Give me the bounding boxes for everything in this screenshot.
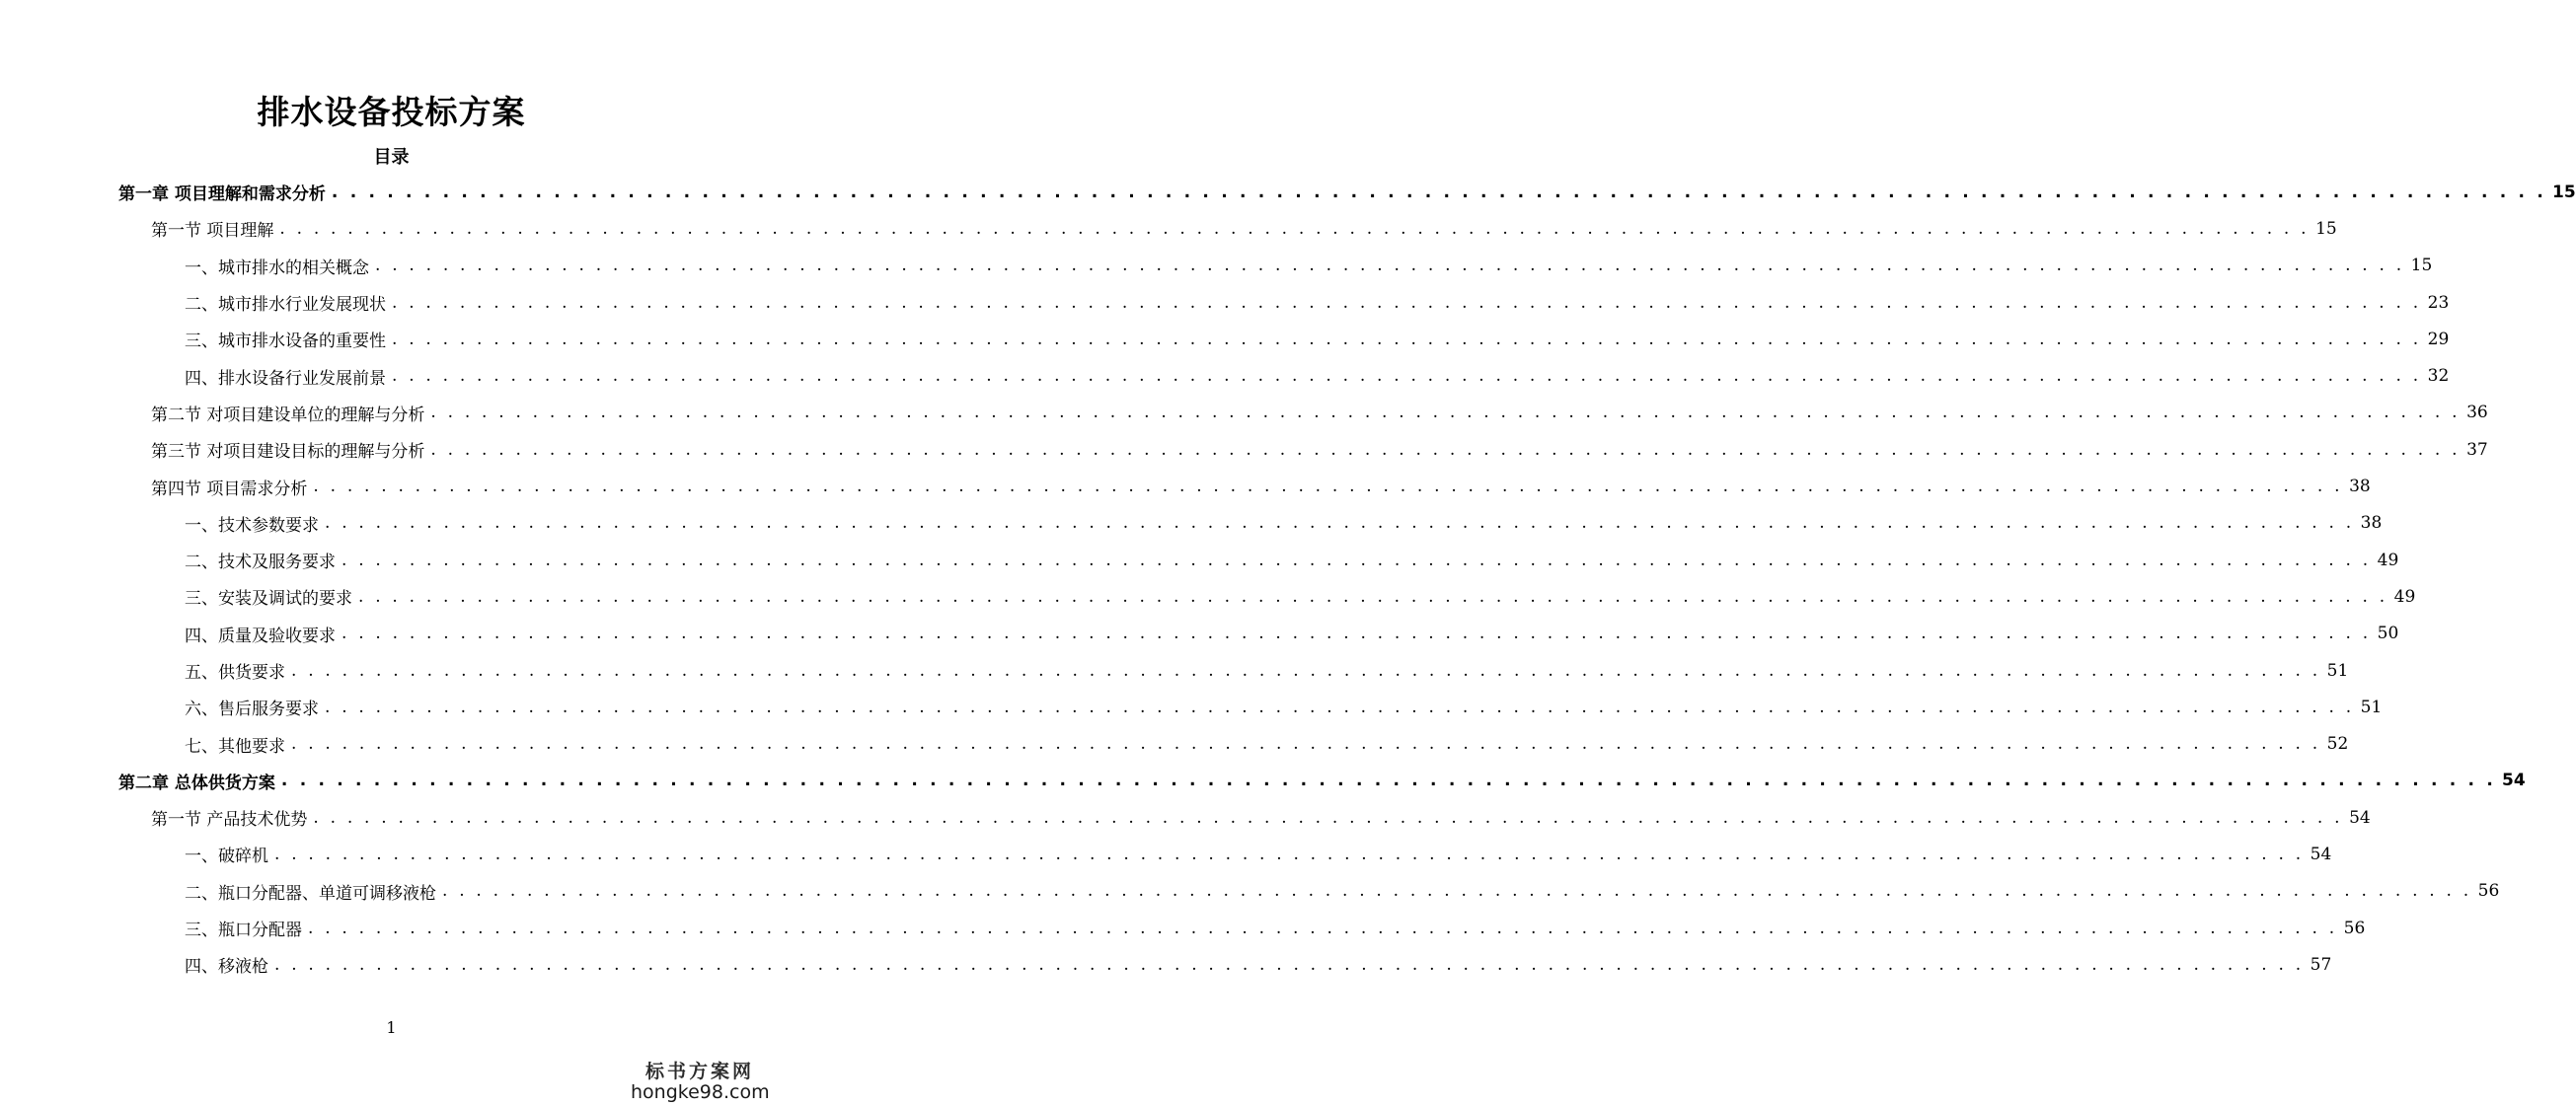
- toc-entry-label: 二、技术及服务要求: [185, 553, 336, 573]
- toc-dot-leader: . . . . . . . . . . . . . . . . . . . . . . . . . . . . . . . . . . . . . . . . . . . . . . . . . . . . . . . . . . . . . . . . . . . . . . . . . . . . . . . . . . . . . . . . . . . . . . . . . . . . . . . . . . . . . . . . . . . . . . . .: [325, 513, 2355, 534]
- toc-dot-leader: . . . . . . . . . . . . . . . . . . . . . . . . . . . . . . . . . . . . . . . . . . . . . . . . . . . . . . . . . . . . . . . . . . . . . . . . . . . . . . . . . . . . . . . . . . . . . . . . . . . . . . . . . . . . . . . . . . . . . . . .: [392, 329, 2422, 349]
- toc-dot-leader: . . . . . . . . . . . . . . . . . . . . . . . . . . . . . . . . . . . . . . . . . . . . . . . . . . . . . . . . . . . . . . . . . . . . . . . . . . . . . . . . . . . . . . . . . . . . . . . . . . . . . . . . . . . . . . . . . . . . . . . .: [341, 550, 2372, 570]
- toc-entry-page: 49: [2393, 586, 2416, 607]
- toc-entry-label: 五、供货要求: [185, 663, 285, 683]
- toc-entry[interactable]: [0, 431, 2488, 468]
- toc-entry[interactable]: [0, 395, 2488, 431]
- toc-dot-leader: . . . . . . . . . . . . . . . . . . . . . . . . . . . . . . . . . . . . . . . . . . . . . . . . . . . . . . . . . . . . . . . . . . . . . . . . . . . . . . . . . . . . . . . . . . . . . . . . . . . . . . . . . . . . . . . . . . . . . . . .: [308, 918, 2338, 938]
- toc-dot-leader: . . . . . . . . . . . . . . . . . . . . . . . . . . . . . . . . . . . . . . . . . . . . . . . . . . . . . . . . . . . . . . . . . . . . . . . . . . . . . . . . . . . . . . . . . . . . . . . . . . . . . . . . . . . . . . . . . . . . . . . .: [358, 586, 2388, 607]
- toc-dot-leader: . . . . . . . . . . . . . . . . . . . . . . . . . . . . . . . . . . . . . . . . . . . . . . . . . . . . . . . . . . . . . . . . . . . . . . . . . . . . . . . . . . . . . . . . . . . . . . . . . . . . . . . . . . . . . . . . . . . . . . . .: [375, 256, 2405, 276]
- toc-entry-label: 第二章 总体供货方案: [118, 773, 275, 793]
- toc-entry-page: 49: [2377, 550, 2399, 570]
- toc-entry[interactable]: [0, 946, 2332, 983]
- toc-entry-page: 23: [2427, 292, 2450, 313]
- toc-entry-label: 四、排水设备行业发展前景: [185, 368, 386, 389]
- document-title: 排水设备投标方案: [257, 93, 526, 131]
- toc-dot-leader: . . . . . . . . . . . . . . . . . . . . . . . . . . . . . . . . . . . . . . . . . . . . . . . . . . . . . . . . . . . . . . . . . . . . . . . . . . . . . . . . . . . . . . . . . . . . . . . . . . . . . . . . . . . . . . . . . . . . . . . .: [313, 807, 2343, 828]
- toc-entry-label: 三、瓶口分配器: [185, 921, 302, 941]
- toc-dot-leader: . . . . . . . . . . . . . . . . . . . . . . . . . . . . . . . . . . . . . . . . . . . . . . . . . . . . . . . . . . . . . . . . . . . . . . . . . . . . . . . . . . . . . . . . . . . . . . . . . . . . . . . . . . . . . . . . . . . . . . . .: [341, 624, 2372, 644]
- toc-dot-leader: . . . . . . . . . . . . . . . . . . . . . . . . . . . . . . . . . . . . . . . . . . . . . . . . . . . . . . . . . . . . . . . . . . . . . . . . . . . . . . . . . . . . . . . . . . . . . . . . . . . . . . . . . . . . . . . . . . . . . . . .: [442, 881, 2472, 902]
- toc-entry[interactable]: [0, 652, 2349, 689]
- toc-entry[interactable]: [0, 616, 2399, 652]
- toc-entry-page: 15: [2551, 182, 2576, 202]
- toc-entry-label: 第一节 项目理解: [151, 221, 274, 242]
- toc-entry-label: 四、质量及验收要求: [185, 626, 336, 646]
- toc-entry-label: 一、破碎机: [185, 847, 268, 867]
- toc-entry-page: 54: [2501, 771, 2526, 791]
- toc-entry[interactable]: [0, 689, 2383, 725]
- toc-entry-page: 56: [2343, 918, 2366, 938]
- toc-entry-label: 一、城市排水的相关概念: [185, 258, 369, 278]
- toc-entry-label: 六、售后服务要求: [185, 700, 319, 720]
- toc-entry[interactable]: [0, 321, 2450, 357]
- toc-entry-label: 二、城市排水行业发展现状: [185, 295, 386, 316]
- toc-entry-page: 29: [2427, 329, 2450, 349]
- toc-entry-page: 54: [2349, 807, 2371, 828]
- toc-dot-leader: . . . . . . . . . . . . . . . . . . . . . . . . . . . . . . . . . . . . . . . . . . . . . . . . . . . . . . . . . . . . . . . . . . . . . . . . . . . . . . . . . . . . . . . . . . . . . . . . . . . . . . . . . . . . . . . . . . . . . . . .: [430, 439, 2461, 460]
- toc-entry[interactable]: [0, 505, 2383, 542]
- toc-entry-label: 七、其他要求: [185, 736, 285, 757]
- toc-entry-label: 二、瓶口分配器、单道可调移液枪: [185, 883, 436, 904]
- toc-entry[interactable]: [0, 542, 2399, 578]
- toc-entry-label: 第一节 产品技术优势: [151, 810, 308, 831]
- toc-dot-leader: . . . . . . . . . . . . . . . . . . . . . . . . . . . . . . . . . . . . . . . . . . . . . . . . . . . . . . . . . . . . . . . . . . . . . . . . . . . . . . . . . . . . . . . . . . . . . . . . . . . . . . . . . . . . . . . . . . . . . . . .: [291, 734, 2321, 755]
- toc-entry[interactable]: [0, 910, 2366, 946]
- toc-dot-leader: . . . . . . . . . . . . . . . . . . . . . . . . . . . . . . . . . . . . . . . . . . . . . . . . . . . . . . . . . . . . . . . . . . . . . . . . . . . . . . . . . . . . . . . . . . . . . . . . . . . . . . . . . . . . . . . . . . . . . . . .: [430, 403, 2461, 423]
- toc-entry-page: 15: [2410, 256, 2433, 276]
- toc-entry-label: 第二节 对项目建设单位的理解与分析: [151, 405, 425, 425]
- toc-entry-page: 56: [2477, 881, 2500, 902]
- toc-entry-page: 38: [2349, 477, 2371, 497]
- toc-entry-page: 52: [2326, 734, 2349, 755]
- toc-entry[interactable]: [0, 357, 2450, 394]
- toc-entry-label: 第四节 项目需求分析: [151, 479, 308, 499]
- watermark-url: hongke98.com: [631, 1081, 770, 1103]
- toc-dot-leader: . . . . . . . . . . . . . . . . . . . . . . . . . . . . . . . . . . . . . . . . . . . . . . . . . . . . . . . . . . . . . . . . . . . . . . . . . . . . . . . . . . . . . . . . . . . . . . . . . . . . . . . . . . . . . . . . . . . . . . . .: [392, 366, 2422, 387]
- toc-entry-page: 51: [2360, 697, 2383, 717]
- toc-entry-label: 一、技术参数要求: [185, 515, 319, 536]
- toc-entry[interactable]: [0, 248, 2433, 284]
- watermark-name: 标书方案网: [644, 1061, 754, 1082]
- toc-entry[interactable]: [0, 763, 2526, 799]
- toc-entry-label: 四、移液枪: [185, 957, 268, 978]
- toc-dot-leader: . . . . . . . . . . . . . . . . . . . . . . . . . . . . . . . . . . . . . . . . . . . . . . . . . . . . . . . . . . . . . . . . . . . . . . . . . . . . . . . . . . . . . . . . . . . . . . . . . . . . . . . . . . . . . . . . . . . . . . . .: [325, 697, 2355, 717]
- toc-entry[interactable]: [0, 284, 2450, 321]
- toc-dot-leader: . . . . . . . . . . . . . . . . . . . . . . . . . . . . . . . . . . . . . . . . . . . . . . . . . . . . . . . . . . . . . . . . . . . . . . . . . . . . . . . . . . . . . . . . . . . . . . . . . . . . . . . . . . . . . . . . . . . . . . . .: [313, 477, 2343, 497]
- toc-dot-leader: . . . . . . . . . . . . . . . . . . . . . . . . . . . . . . . . . . . . . . . . . . . . . . . . . . . . . . . . . . . . . . . . . . . . . . . . . . . . . . . . . . . . . . . . . . . . . . . . . . . . . . . . . . . . . . . . . . . . . . . .: [291, 660, 2321, 681]
- toc-dot-leader: . . . . . . . . . . . . . . . . . . . . . . . . . . . . . . . . . . . . . . . . . . . . . . . . . . . . . . . . . . . . . . . . . . . . . . . . . . . . . . . . . . . . . . . . . . . . . . . . . . . . . . . . . . . . . . . . . . . . . . . .: [392, 292, 2422, 313]
- toc-entry[interactable]: [0, 725, 2349, 762]
- toc-entry[interactable]: [0, 174, 2576, 210]
- toc-entry-label: 第一章 项目理解和需求分析: [118, 184, 326, 205]
- toc-entry[interactable]: [0, 836, 2332, 872]
- toc-dot-leader: . . . . . . . . . . . . . . . . . . . . . . . . . . . . . . . . . . . . . . . . . . . . . . . . . . . . . . . . . . . . . . . . . . . . . . . . . . . . . . . . . . . . . . . . . . . . . . . . . . . . . . . . . . . . . . . . . . . . . . . .: [274, 844, 2305, 864]
- toc-entry-page: 54: [2310, 844, 2332, 864]
- toc-entry[interactable]: [0, 468, 2371, 504]
- toc-entry[interactable]: [0, 799, 2371, 836]
- watermark-logo: [631, 1057, 769, 1103]
- toc-entry-page: 57: [2310, 954, 2332, 975]
- toc-entry-page: 15: [2315, 218, 2337, 239]
- toc-entry-page: 36: [2466, 403, 2488, 423]
- toc-entry-page: 50: [2377, 624, 2399, 644]
- toc-entry[interactable]: [0, 210, 2337, 247]
- page-number: 1: [386, 1018, 397, 1037]
- toc-dot-leader: . . . . . . . . . . . . . . . . . . . . . . . . . . . . . . . . . . . . . . . . . . . . . . . . . . . . . . . . . . . . . . . . . . . . . . . . . . . . . . . . . . . . . . . . . . . . . . . . . . . . . . . . . . . . . . . . . . . . . . . .: [274, 954, 2305, 975]
- toc-entry-label: 第三节 对项目建设目标的理解与分析: [151, 442, 425, 463]
- toc-entry-page: 37: [2466, 439, 2488, 460]
- toc-entry[interactable]: [0, 578, 2416, 615]
- toc-dot-leader: . . . . . . . . . . . . . . . . . . . . . . . . . . . . . . . . . . . . . . . . . . . . . . . . . . . . . . . . . . . . . . . . . . . . . . . . . . . . . . . . . . . . . . . . . . . . . . . . . . . . . . . . . . . . . . . . . . . . . . . .: [279, 218, 2310, 239]
- toc-dot-leader: . . . . . . . . . . . . . . . . . . . . . . . . . . . . . . . . . . . . . . . . . . . . . . . . . . . . . . . . . . . . . . . . . . . . . . . . . . . . . . . . . . . . . . . . . . . . . . . . . . . . . . . . . . . . . . . . . . . . . . . .: [331, 182, 2546, 202]
- toc-entry-label: 三、安装及调试的要求: [185, 589, 352, 610]
- toc-dot-leader: . . . . . . . . . . . . . . . . . . . . . . . . . . . . . . . . . . . . . . . . . . . . . . . . . . . . . . . . . . . . . . . . . . . . . . . . . . . . . . . . . . . . . . . . . . . . . . . . . . . . . . . . . . . . . . . . . . . . . . . .: [280, 771, 2496, 791]
- toc-entry-page: 38: [2360, 513, 2383, 534]
- toc-heading: 目录: [373, 147, 410, 168]
- toc-entry-label: 三、城市排水设备的重要性: [185, 332, 386, 352]
- toc-entry[interactable]: [0, 873, 2500, 910]
- toc-entry-page: 51: [2326, 660, 2349, 681]
- toc-entry-page: 32: [2427, 366, 2450, 387]
- table-of-contents: [0, 174, 2576, 984]
